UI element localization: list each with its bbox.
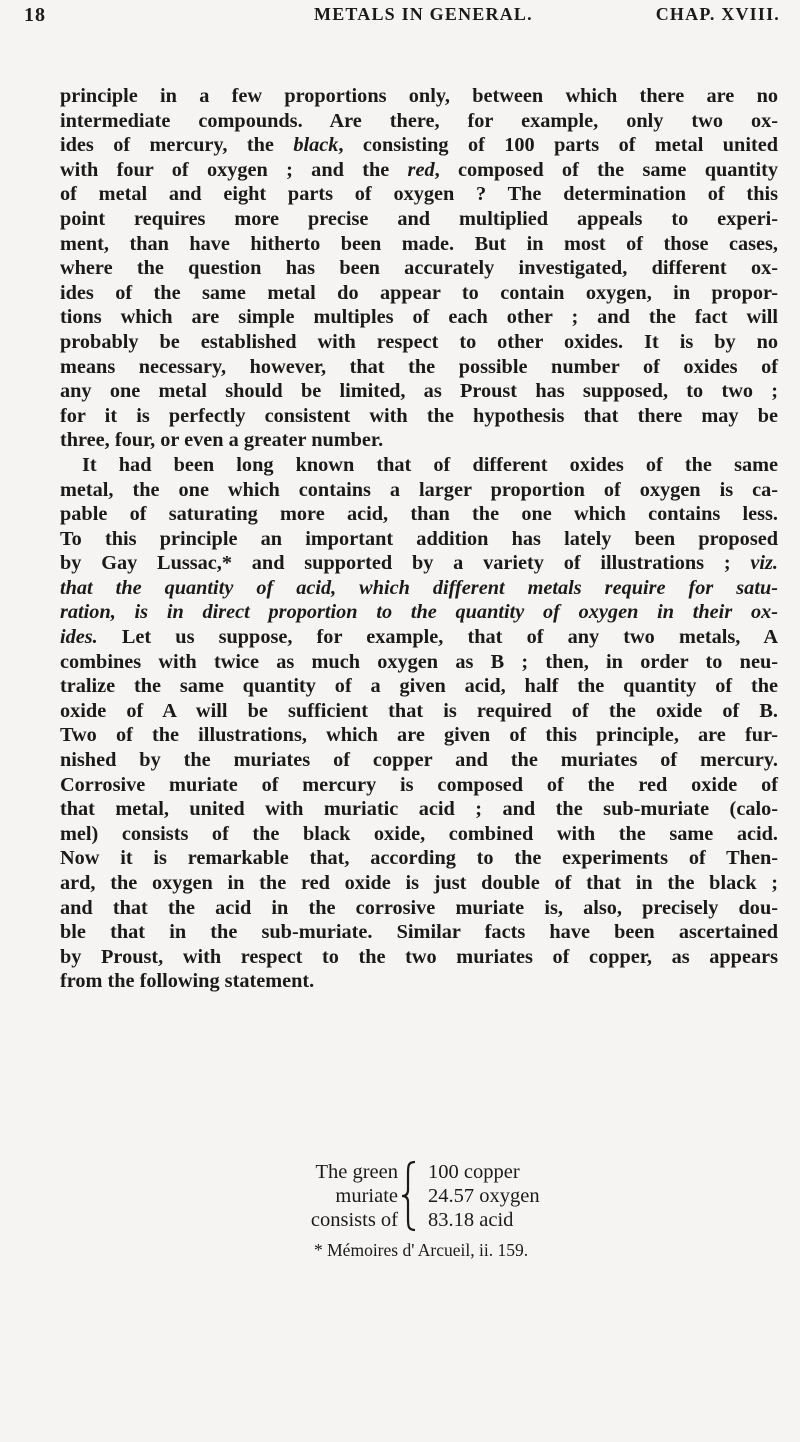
text-segment: mel) consists of the black oxide, combined with the same acid.: [60, 822, 778, 845]
text-line: [60, 84, 778, 109]
text-line: [60, 330, 778, 355]
text-segment: , composed of the same quantity: [434, 158, 778, 181]
text-line: [60, 502, 778, 527]
text-line: [60, 428, 778, 453]
italic-text: that the quantity of acid, which different metals require for satu-: [60, 576, 778, 599]
text-line: [60, 625, 778, 650]
italic-text: black: [293, 134, 339, 157]
text-segment: where the question has been accurately investigated, different ox-: [60, 257, 778, 280]
text-line: [60, 281, 778, 306]
text-segment: principle in a few proportions only, between which there are no: [60, 85, 778, 107]
text-line: [60, 723, 778, 748]
text-segment: of metal and eight parts of oxygen ? The determination of this: [60, 183, 778, 206]
text-line: [60, 846, 778, 871]
italic-text: red: [407, 158, 435, 181]
text-segment: To this principle an important addition has lately been proposed: [60, 527, 778, 550]
text-line: [60, 650, 778, 675]
text-segment: with four of oxygen ; and the: [60, 158, 408, 181]
text-segment: ble that in the sub-muriate. Similar facts have been ascertained: [60, 921, 778, 944]
text-line: [60, 699, 778, 724]
text-line: [60, 207, 778, 232]
text-line: [60, 133, 778, 158]
text-line: [60, 674, 778, 699]
text-segment: ides of mercury, the: [60, 134, 294, 157]
running-title: METALS IN GENERAL.: [314, 4, 533, 24]
text-line: [60, 748, 778, 773]
text-segment: ides of the same metal do appear to contain oxygen, in propor-: [60, 281, 778, 304]
text-line: [60, 600, 778, 625]
text-line: [60, 551, 778, 576]
text-segment: three, four, or even a greater number.: [60, 429, 384, 452]
text-segment: from the following statement.: [60, 970, 315, 993]
text-segment: oxide of A will be sufficient that is required of the oxide of B.: [60, 699, 778, 722]
text-segment: , consisting of 100 parts of metal united: [338, 134, 778, 157]
statement-label-line: muriate: [335, 1185, 398, 1207]
text-segment: by Proust, with respect to the two muriates of copper, as appears: [60, 945, 778, 968]
text-line: [60, 871, 778, 896]
text-segment: pable of saturating more acid, than the one which contains less.: [60, 503, 778, 526]
text-segment: metal, the one which contains a larger proportion of oxygen is ca-: [60, 478, 778, 501]
text-line: [60, 404, 778, 429]
text-line: [60, 232, 778, 257]
text-line: [60, 355, 778, 380]
text-segment: probably be established with respect to other oxides. It is by no: [60, 330, 778, 353]
text-segment: means necessary, however, that the possible number of oxides of: [60, 355, 778, 378]
text-segment: that metal, united with muriatic acid ; and the sub-muriate (calo-: [60, 798, 778, 821]
chapter-label: CHAP. XVIII.: [655, 4, 780, 24]
text-line: [60, 109, 778, 134]
text-line: [60, 576, 778, 601]
italic-text: viz.: [750, 552, 778, 575]
statement-item: 24.57 oxygen: [428, 1185, 540, 1207]
text-line: [60, 527, 778, 552]
text-segment: Corrosive muriate of mercury is composed of the red oxide of: [60, 773, 778, 796]
text-segment: and that the acid in the corrosive muriate is, also, precisely dou-: [60, 896, 778, 919]
text-line: [60, 969, 778, 994]
text-line: [60, 182, 778, 207]
text-line: [60, 773, 778, 798]
text-line: [60, 822, 778, 847]
text-segment: tralize the same quantity of a given acid, half the quantity of the: [60, 675, 778, 698]
text-segment: It had been long known that of different oxides of the same: [82, 453, 778, 476]
curly-brace-icon: [400, 1160, 418, 1232]
text-line: [60, 896, 778, 921]
text-segment: ment, than have hitherto been made. But in most of those cases,: [60, 232, 778, 255]
running-head: [24, 4, 780, 36]
text-line: [60, 478, 778, 503]
text-segment: by Gay Lussac,* and supported by a variety of illustrations ;: [60, 552, 751, 575]
statement-label-line: consists of: [310, 1209, 398, 1231]
italic-text: ration, is in direct proportion to the quantity of oxygen in their ox-: [60, 601, 778, 624]
footnote: * Mémoires d' Arcueil, ii. 159.: [314, 1240, 529, 1260]
statement-label: [258, 1160, 398, 1232]
text-segment: nished by the muriates of copper and the muriates of mercury.: [60, 749, 778, 772]
page-number: 18: [24, 4, 46, 26]
text-segment: Let us suppose, for example, that of any two metals, A: [97, 626, 778, 649]
text-line: [60, 379, 778, 404]
text-line: [60, 920, 778, 945]
body-text: [60, 84, 778, 994]
statement-label-line: The green: [315, 1161, 398, 1183]
text-line: [60, 256, 778, 281]
text-segment: point requires more precise and multiplied appeals to experi-: [60, 207, 778, 230]
text-line: [60, 305, 778, 330]
text-line: [60, 158, 778, 183]
italic-text: ides.: [60, 626, 98, 649]
text-line: [60, 945, 778, 970]
text-segment: ard, the oxygen in the red oxide is just double of that in the black ;: [60, 872, 778, 894]
text-segment: Now it is remarkable that, according to the experiments of Then-: [60, 847, 778, 870]
text-segment: for it is perfectly consistent with the hypothesis that there may be: [60, 404, 778, 427]
text-segment: tions which are simple multiples of each other ; and the fact will: [60, 306, 778, 329]
statement-item: 100 copper: [428, 1161, 520, 1183]
text-segment: any one metal should be limited, as Proust has supposed, to two ;: [60, 380, 778, 403]
text-line: [60, 453, 778, 478]
text-segment: Two of the illustrations, which are given of this principle, are fur-: [60, 724, 778, 747]
statement-items: [428, 1160, 540, 1232]
text-line: [60, 797, 778, 822]
text-segment: combines with twice as much oxygen as B ; then, in order to neu-: [60, 650, 778, 673]
statement-item: 83.18 acid: [428, 1209, 514, 1231]
text-segment: intermediate compounds. Are there, for example, only two ox-: [60, 109, 778, 132]
